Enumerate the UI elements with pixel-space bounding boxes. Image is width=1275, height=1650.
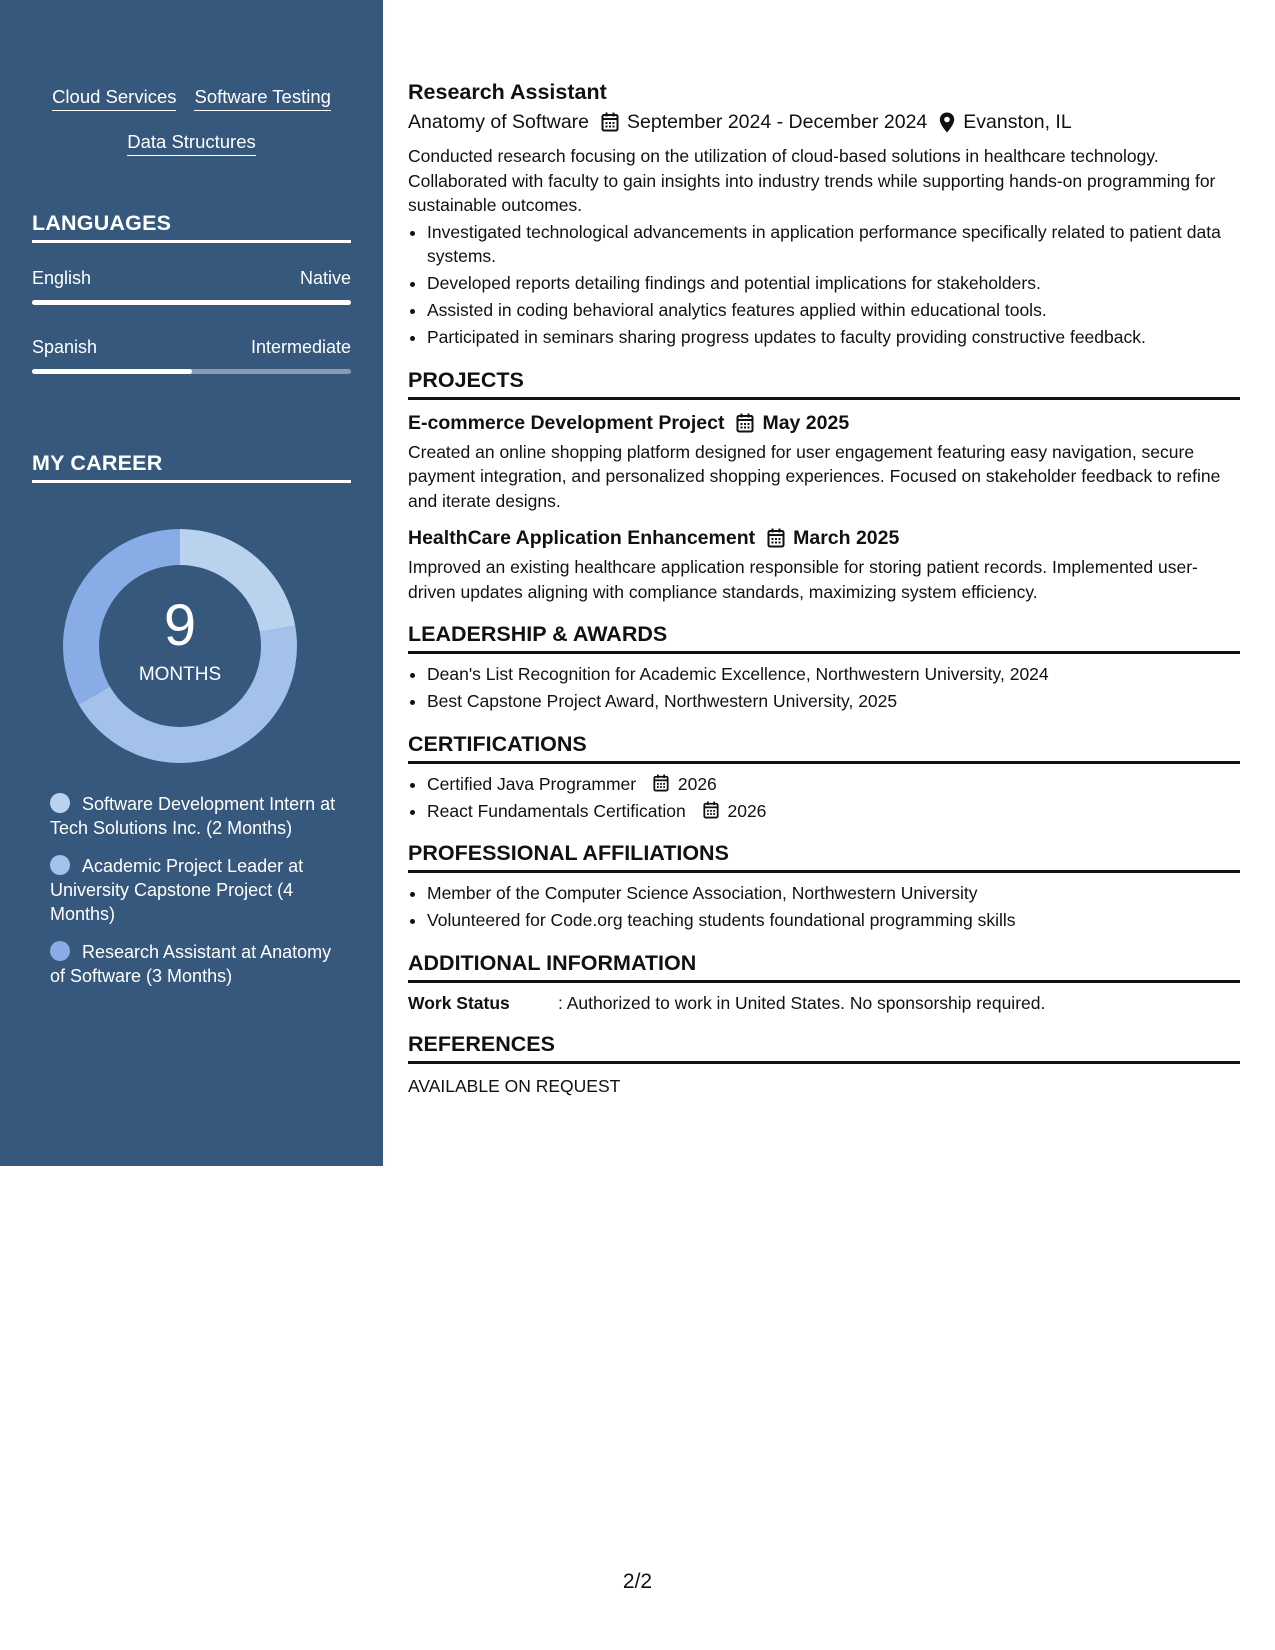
work-status-row: [408, 993, 1240, 1014]
project-name: HealthCare Application Enhancement: [408, 527, 756, 549]
job-bullet: • Developed reports detailing findings and potential implications for stakeholders.: [427, 271, 1240, 296]
work-status-label: Work Status: [408, 992, 510, 1013]
career-legend-label: Software Development Intern at Tech Solutions Inc. (2 Months): [50, 794, 336, 838]
work-status-value: : Authorized to work in United States. No sponsorship required.: [558, 992, 1046, 1013]
language-bar: [32, 300, 351, 305]
leadership-item: • Dean's List Recognition for Academic Excellence, Northwestern University, 2024: [427, 662, 1240, 687]
project-name: E-commerce Development Project: [408, 411, 725, 434]
location-pin-icon: [939, 112, 955, 133]
language-spanish: [32, 337, 351, 374]
page-number: 2/2: [622, 1570, 653, 1593]
certification-year: 2026: [677, 773, 717, 794]
languages-heading: LANGUAGES: [32, 211, 351, 243]
company-name: Anatomy of Software: [408, 111, 590, 133]
job-summary: Conducted research focusing on the utilization of cloud-based solutions in healthcare technology. Collaborated with faculty to gain insights into industry trends while supporting hands-on programming for sustainable outcomes.: [408, 146, 1216, 215]
leadership-list: [408, 662, 1240, 714]
certification-year: 2026: [727, 800, 767, 821]
project-description: Created an online shopping platform designed for user engagement featuring easy navigation, secure payment integration, and personalized shopping experiences. Focused on stakeholder feedback to refine and iterate designs.: [408, 441, 1221, 511]
affiliation-item: • Member of the Computer Science Association, Northwestern University: [427, 881, 1240, 906]
references-text: AVAILABLE ON REQUEST: [408, 1075, 621, 1096]
career-unit: MONTHS: [138, 664, 222, 685]
certifications-heading: CERTIFICATIONS: [408, 730, 1240, 764]
job-meta: [408, 108, 1240, 136]
legend-dot: [50, 855, 70, 875]
language-bar: [32, 369, 351, 374]
project-date: May 2025: [762, 411, 850, 434]
project-date: March 2025: [793, 527, 900, 549]
affiliation-item: • Volunteered for Code.org teaching students foundational programming skills: [427, 908, 1240, 933]
additional-heading: ADDITIONAL INFORMATION: [408, 949, 1240, 983]
skill-tag: Cloud Services: [52, 86, 176, 111]
career-legend-item: [50, 940, 340, 988]
job-dates: September 2024 - December 2024: [627, 111, 928, 133]
certification-name: React Fundamentals Certification: [427, 800, 686, 821]
skill-tag: Software Testing: [194, 86, 330, 111]
skills-list: [32, 86, 351, 176]
leadership-heading: LEADERSHIP & AWARDS: [408, 620, 1240, 654]
sidebar: [0, 0, 383, 1166]
certification-item: [427, 772, 1240, 797]
projects-heading: PROJECTS: [408, 366, 1240, 400]
references-heading: REFERENCES: [408, 1030, 1240, 1064]
affiliations-heading: PROFESSIONAL AFFILIATIONS: [408, 839, 1240, 873]
project-title: [408, 410, 1240, 436]
main-content: [408, 78, 1240, 1098]
career-legend-item: [50, 792, 340, 840]
language-english: [32, 268, 351, 305]
certification-name: Certified Java Programmer: [427, 773, 637, 794]
career-total: 9: [163, 593, 197, 658]
language-level: Intermediate: [250, 337, 351, 357]
calendar-icon: [703, 801, 719, 819]
skill-tag: Data Structures: [127, 131, 256, 156]
job-bullets: [408, 220, 1240, 350]
job-bullet: • Assisted in coding behavioral analytics features applied within educational tools.: [427, 298, 1240, 323]
calendar-icon: [736, 413, 754, 433]
affiliations-list: [408, 881, 1240, 933]
certifications-list: [408, 772, 1240, 824]
certification-item: [427, 799, 1240, 824]
job-title: Research Assistant: [408, 80, 607, 104]
project-title: [408, 525, 1240, 551]
legend-dot: [50, 941, 70, 961]
career-heading: MY CAREER: [32, 451, 351, 483]
career-legend-label: Research Assistant at Anatomy of Software (3 Months): [50, 942, 332, 986]
calendar-icon: [653, 774, 669, 792]
calendar-icon: [601, 112, 619, 132]
calendar-icon: [767, 528, 785, 548]
career-legend: [50, 792, 340, 1002]
language-name: English: [32, 268, 92, 288]
language-level: Native: [299, 268, 351, 288]
language-bar-fill: [32, 369, 192, 374]
career-legend-item: [50, 854, 340, 926]
language-bar-fill: [32, 300, 351, 305]
career-legend-label: Academic Project Leader at University Capstone Project (4 Months): [50, 856, 304, 924]
job-bullet: • Investigated technological advancements in application performance specifically related to patient data systems.: [427, 220, 1240, 269]
project-description: Improved an existing healthcare application responsible for storing patient records. Implemented user-driven updates aligning with compliance standards, maximizing system efficiency.: [408, 557, 1198, 602]
language-name: Spanish: [32, 337, 98, 357]
leadership-item: • Best Capstone Project Award, Northwestern University, 2025: [427, 689, 1240, 714]
legend-dot: [50, 793, 70, 813]
job-bullet: • Participated in seminars sharing progress updates to faculty providing constructive feedback.: [427, 325, 1240, 350]
job-location: Evanston, IL: [963, 111, 1072, 133]
